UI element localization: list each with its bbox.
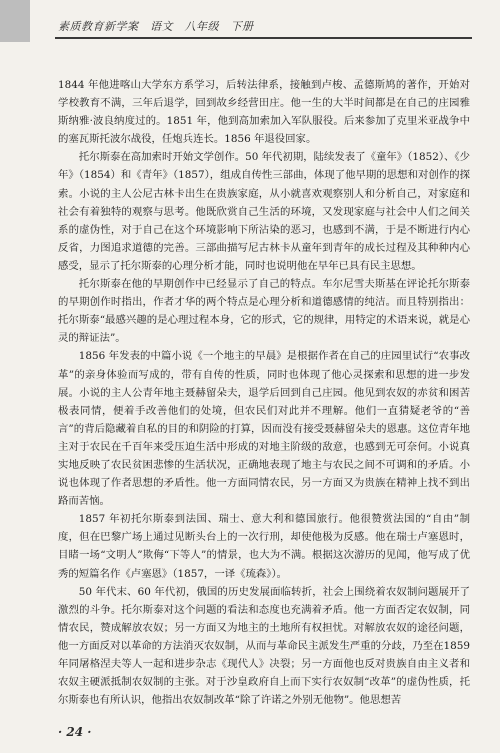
page-header (0, 0, 500, 42)
page-number: · 24 · (58, 725, 92, 739)
header-rule (55, 37, 472, 39)
paragraph-2: 托尔斯泰在高加索时开始文学创作。50 年代初期，陆续发表了《童年》（1852）、《少年》（1854）和《青年》（1857），组成自传性三部曲，体现了他早期的思想和对创作的探索。小说的主人公尼古林卡出生在贵族家庭，从小就喜欢观察别人和分析自己，对家庭和社会有着独特的观察与思考。他既欣赏自己生活的环境，又发现家庭与社会中人们之间关系的虚伪性，对于自己在这个环境影响下所沾染的恶习，也感到不满，于是不断进行内心反省，力图追求道德的完善。三部曲描写尼古林卡从童年到青年的成长过程及其种种内心感受，显示了托尔斯泰的心理分析才能，同时也说明他在早年已具有民主思想。 (58, 151, 470, 272)
body-text (58, 76, 470, 709)
paragraph-6: 50 年代末、60 年代初，俄国的历史发展面临转折，社会上围绕着农奴制问题展开了激烈的斗争。托尔斯泰对这个问题的看法和态度也充满着矛盾。他一方面否定农奴制，同情农民，赞成解放农奴；另一方面又为地主的土地所有权担忧。对解放农奴的途径问题，他一方面反对以革命的方法消灭农奴制，从而与革命民主派发生严重的分歧，乃至在1859 年同屠格涅夫等人一起和进步杂志《现代人》决裂；另一方面他也反对贵族自由主义者和农奴主硬派抵制农奴制的主张。对于沙皇政府自上而下实行农奴制“改革”的虚伪性质，托尔斯泰也有所认识，他指出农奴制改革“除了许诺之外别无他物”。他思想苦 (58, 585, 470, 707)
page-footer (0, 722, 500, 753)
paragraph-4: 1856 年发表的中篇小说《一个地主的早晨》是根据作者在自己的庄园里试行“农事改革”的亲身体验而写成的，带有自传的性质，同时也体现了他心灵探索和思想的进一步发展。小说的主人公青年地主聂赫留朵夫，退学后回到自己庄园。他见到农奴的赤贫和困苦极表同情，便着手改善他们的处境，但农民们对此并不理解。他们一直猜疑老爷的“善言”的背后隐藏着自私的目的和阴险的打算，因而没有接受聂赫留朵夫的恩惠。这位青年地主对于农民在千百年来受压迫生活中形成的对地主阶级的敌意，也感到无可奈何。小说真实地反映了农民贫困悲惨的生活状况，正确地表现了地主与农民之间不可调和的矛盾。小说也体现了作者思想的矛盾性。他一方面同情农民，另一方面又为贵族在精神上找不到出路而苦恼。 (58, 350, 470, 508)
paragraph-5: 1857 年初托尔斯泰到法国、瑞士、意大利和德国旅行。他很赞赏法国的“自由”制度，但在巴黎广场上通过见断头台上的一次行刑，却使他极为反感。他在瑞士卢塞恩时，目睹一场“文明人”欺侮“下等人”的情景，也大为不满。根据这次游历的见闻，他写成了优秀的短篇名作《卢塞恩》（1857，一译《琉森》）。 (58, 513, 470, 580)
running-head: 素质教育新学案 语文 八年级 下册 (58, 20, 254, 33)
paragraph-1: 1844 年他进喀山大学东方系学习，后转法律系，接触到卢梭、孟德斯鸠的著作，开始对学校教育不满，三年后退学，回到故乡经营田庄。他一生的大半时间都是在自己的庄园雅斯纳雅·波良纳度过的。1851 年，他到高加索加入军队服役。后来参加了克里米亚战争中的塞瓦斯托波尔战役，任炮兵连长。1856 年退役回家。 (58, 79, 470, 146)
paragraph-3: 托尔斯泰在他的早期创作中已经显示了自己的特点。车尔尼雪夫斯基在评论托尔斯泰的早期创作时指出，作者才华的两个特点是心理分析和道德感情的纯洁。而且特别指出：托尔斯泰“最感兴趣的是心理过程本身，它的形式，它的规律，用特定的术语来说，就是心灵的辩证法”。 (58, 278, 470, 345)
